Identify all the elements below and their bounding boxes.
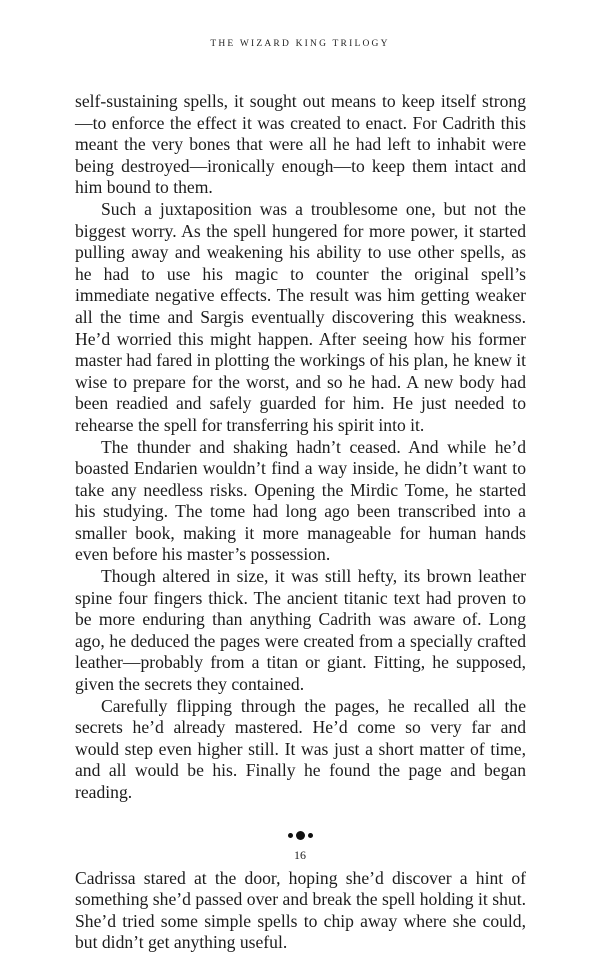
paragraph: Such a juxtaposition was a troublesome one, but not the biggest worry. As the spell hungered for more power, it started pulling away and weakening his ability to use other spells, as he had to use his magic to counter the original spell’s immediate negative effects. The result was him getting weaker all the time and Sargis eventually discovering this weakness. He’d worried this might happen. After seeing how his former master had fared in plotting the workings of his plan, he knew it wise to prepare for the worst, and so he had. A new body had been readied and safely guarded for him. He just needed to rehearse the spell for transferring his spirit into it.: [75, 198, 526, 435]
paragraph: Carefully flipping through the pages, he recalled all the secrets he’d already mastered. He’d come so very far and would step even higher still. It was just a short matter of time, and all would be his. Finally he found the page and began reading.: [75, 695, 526, 802]
ornament-dot-icon: [296, 831, 305, 840]
page-number: 16: [294, 848, 306, 862]
paragraph: Cadrissa stared at the door, hoping she’d discover a hint of something she’d passed over and break the spell holding it shut. She’d tried some simple spells to chip away where she could, but didn’t get anything useful.: [75, 867, 526, 953]
paragraph: Though altered in size, it was still hefty, its brown leather spine four fingers thick. The ancient titanic text had proven to be more enduring than anything Cadrith was aware of. Long ago, he deduced the pages were created from a specially crafted leather—probably from a titan or giant. Fitting, he supposed, given the secrets they contained.: [75, 566, 526, 695]
paragraph: The thunder and shaking hadn’t ceased. And while he’d boasted Endarien wouldn’t find a way inside, he didn’t want to take any needless risks. Opening the Mirdic Tome, he started his studying. The tome had long ago been transcribed into a smaller book, making it more manageable for human hands even before his master’s possession.: [75, 436, 526, 565]
ornament-dot-icon: [288, 833, 293, 838]
paragraph: self-sustaining spells, it sought out means to keep itself strong—to enforce the effect it was created to enact. For Cadrith this meant the very bones that were all he had left to inhabit were being destroyed—ironically enough—to keep them intact and him bound to them.: [75, 91, 526, 198]
section-two: [75, 868, 526, 954]
body-text: [75, 91, 526, 954]
ornament-dot-icon: [308, 833, 313, 838]
running-head: THE WIZARD KING TRILOGY: [210, 39, 390, 49]
